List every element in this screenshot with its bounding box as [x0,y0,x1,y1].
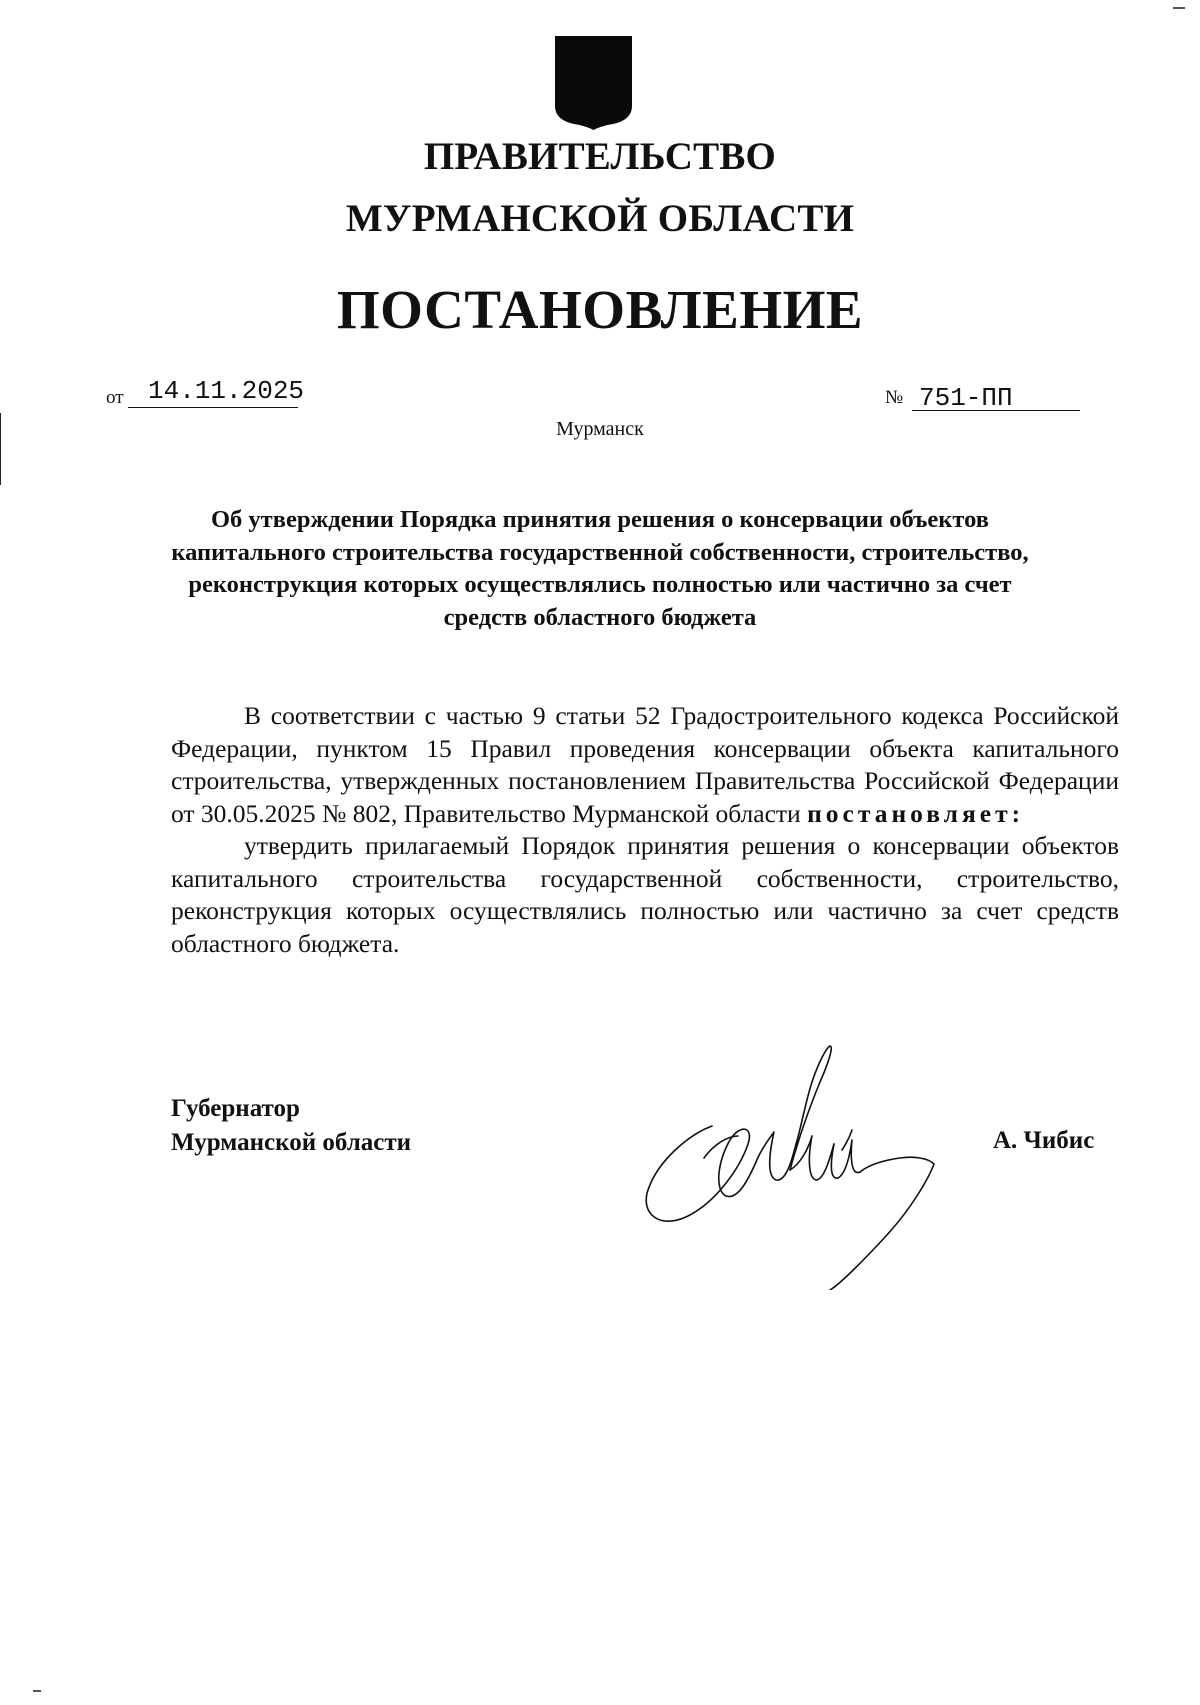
signer-position-line2: Мурманской области [171,1129,412,1156]
date-label: от [106,387,124,408]
signer-position [171,1092,411,1160]
signer-name: А. Чибис [993,1127,1095,1154]
scan-corner-mark-top-right [1173,7,1185,9]
organization-name-line1: ПРАВИТЕЛЬСТВО [423,135,777,178]
scan-corner-mark-bottom-left [33,1690,41,1692]
scan-margin-mark [0,413,1,485]
document-number: 751-ПП [919,383,1013,413]
resolution-body [171,700,1119,960]
document-type-title: ПОСТАНОВЛЕНИЕ [336,279,864,340]
organization-name-line2: МУРМАНСКОЙ ОБЛАСТИ [345,197,855,240]
signer-position-line1: Губернатор [171,1095,300,1122]
coat-of-arms-emblem-icon [553,34,634,130]
resolves-keyword: постановляет: [807,798,1025,828]
body-paragraph-decision: утвердить прилагаемый Порядок принятия решения о консервации объектов капитального строительства государственной собственности, строительство, реконструкция которых осуществлялись полностью или частично за счет средств областного бюджета. [171,831,1119,958]
date-underline [128,407,298,408]
city-name: Мурманск [556,418,644,440]
number-label: № [885,387,904,408]
body-paragraph-preamble [171,700,1119,830]
handwritten-signature [630,1040,950,1290]
document-date: 14.11.2025 [148,376,305,406]
preamble-text: В соответствии с частью 9 статьи 52 Градостроительного кодекса Российской Федерации, пунктом 15 Правил проведения консервации объекта капитального строительства, утвержденных постановлением Правительства Российской Федерации от 30.05.2025 № 802, Правительство Мурманской области [171,701,1119,828]
resolution-title: Об утверждении Порядка принятия решения о консервации объектов капитального строительства государственной собственности, строительство, реконструкция которых осуществлялись полностью или частично за счет средств областного бюджета [171,506,1029,631]
